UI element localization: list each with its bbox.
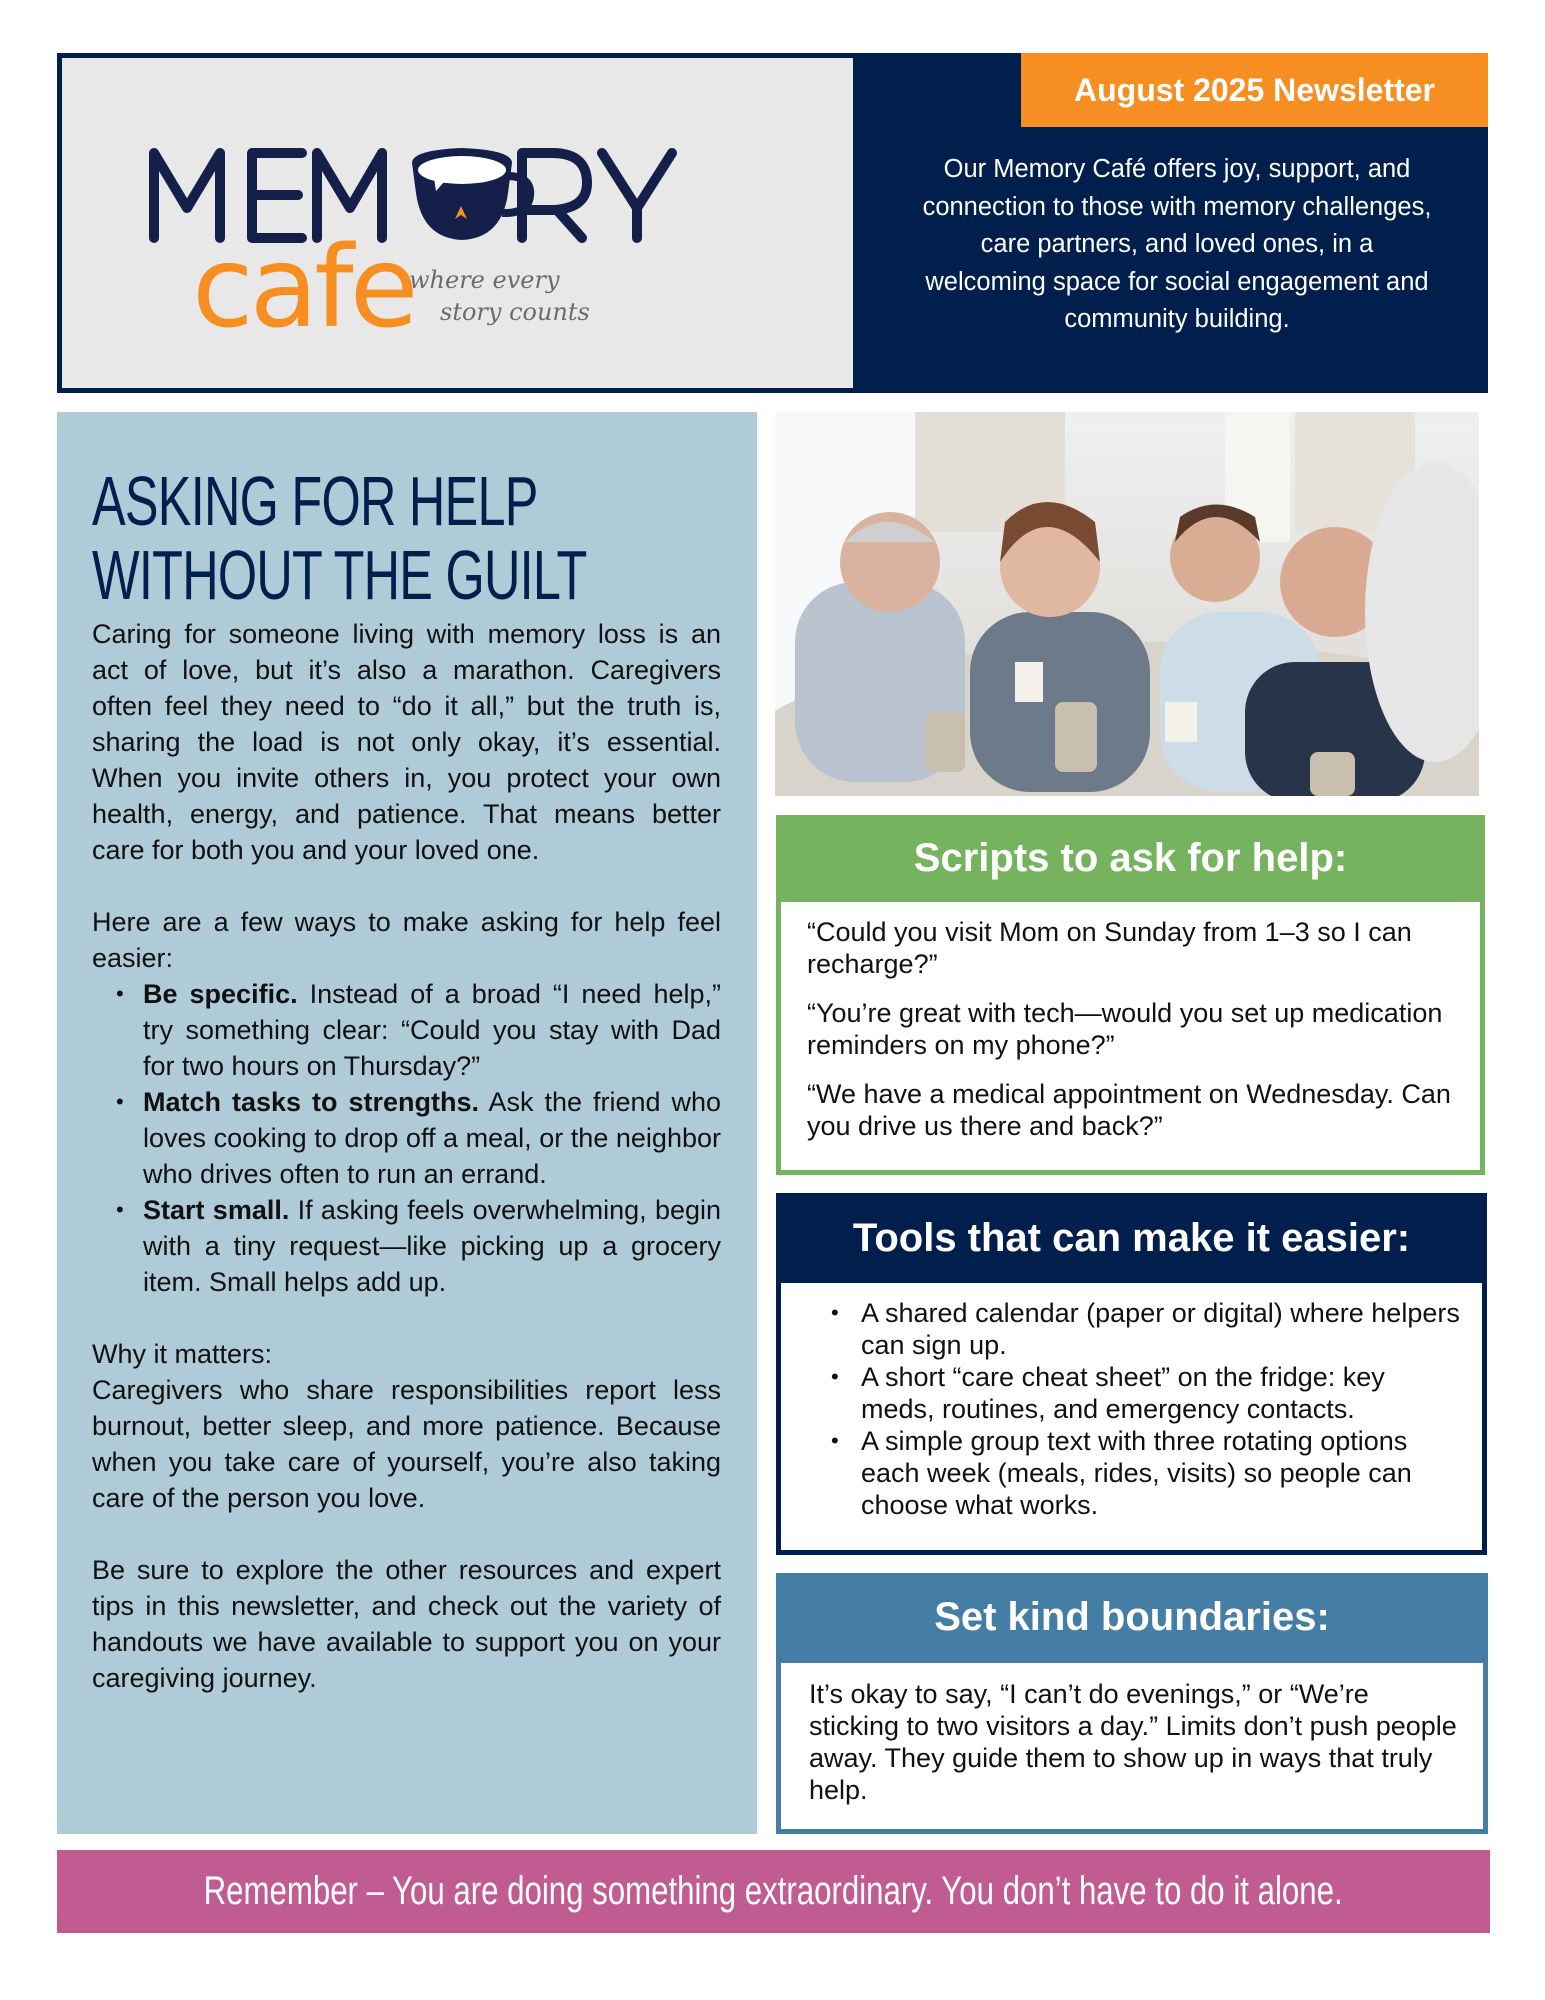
why-heading: Why it matters: bbox=[92, 1339, 273, 1369]
article-title: ASKING FOR HELP WITHOUT THE GUILT bbox=[92, 462, 587, 614]
script-item: “Could you visit Mom on Sunday from 1–3 so I can recharge?” bbox=[807, 917, 1412, 979]
tip-item bbox=[143, 976, 721, 1084]
logo-panel bbox=[62, 58, 853, 388]
footer-banner bbox=[57, 1850, 1490, 1933]
tip-text: Ask the friend who loves cooking to drop off a meal, or the neighbor who drives often to run an errand. bbox=[143, 1087, 721, 1189]
tool-item: • A short “care cheat sheet” on the fridge: key meds, routines, and emergency contacts. bbox=[861, 1361, 1462, 1425]
tip-heading: Be specific. bbox=[143, 979, 298, 1009]
scripts-box-body bbox=[781, 902, 1480, 1142]
edition-badge: August 2025 Newsletter bbox=[1021, 53, 1488, 127]
article-intro: Caring for someone living with memory loss is an act of love, but it’s also a marathon. Caregivers often feel they need to “do it all,” but the truth is, sharing the load is not only okay, it’s essential. When you invite others in, you protect your own health, energy, and patience. That means better care for both you and your loved one. bbox=[92, 619, 721, 865]
why-text: Caregivers who share responsibilities report less burnout, better sleep, and more patience. Because when you take care of yourself, you’re also taking care of the person you love. bbox=[92, 1375, 721, 1513]
tip-item bbox=[143, 1192, 721, 1300]
tip-text: If asking feels overwhelming, begin with a tiny request—like picking up a grocery item. Small helps add up. bbox=[143, 1195, 722, 1297]
boundaries-box-title: Set kind boundaries: bbox=[781, 1578, 1483, 1663]
scripts-box-title: Scripts to ask for help: bbox=[781, 820, 1480, 902]
logo-tagline-line1: where every bbox=[409, 266, 560, 294]
tools-box-title: Tools that can make it easier: bbox=[781, 1198, 1482, 1283]
logo-tagline-line2: story counts bbox=[440, 298, 590, 326]
scripts-box bbox=[776, 815, 1485, 1175]
tip-heading: Start small. bbox=[143, 1195, 290, 1225]
cafe-group-photo bbox=[775, 412, 1479, 796]
ways-lead: Here are a few ways to make asking for help feel easier: bbox=[92, 907, 721, 973]
intro-text: Our Memory Café offers joy, support, and connection to those with memory challenges, care partners, and loved ones, in a welcoming space for social engagement and community building. bbox=[922, 155, 1432, 333]
tip-item bbox=[143, 1084, 721, 1192]
tools-list bbox=[801, 1297, 1462, 1521]
logo-letter-y bbox=[602, 153, 672, 238]
photo-illustration bbox=[775, 412, 1479, 796]
script-item: “We have a medical appointment on Wednesday. Can you drive us there and back?” bbox=[807, 1079, 1451, 1141]
logo-word-cafe: cafe bbox=[192, 223, 415, 353]
tools-box-body bbox=[781, 1283, 1482, 1521]
article-body bbox=[92, 616, 721, 1696]
boundaries-text: It’s okay to say, “I can’t do evenings,” or “We’re sticking to two visitors a day.” Limits don’t push people away. They guide them to show up in ways that truly help. bbox=[809, 1679, 1457, 1805]
tool-item: • A simple group text with three rotating options each week (meals, rides, visits) so people can choose what works. bbox=[861, 1425, 1462, 1521]
memory-cafe-logo bbox=[62, 58, 853, 388]
tip-text: Instead of a broad “I need help,” try something clear: “Could you stay with Dad for two hours on Thursday?” bbox=[143, 979, 721, 1081]
footer-text: Remember – You are doing something extraordinary. You don’t have to do it alone. bbox=[204, 1869, 1343, 1913]
coffee-cup-speech-bubble-icon bbox=[412, 148, 530, 240]
tools-box bbox=[776, 1193, 1487, 1555]
boundaries-box bbox=[776, 1573, 1488, 1834]
tool-item: • A shared calendar (paper or digital) where helpers can sign up. bbox=[861, 1297, 1462, 1361]
script-item: “You’re great with tech—would you set up medication reminders on my phone?” bbox=[807, 998, 1443, 1060]
tip-heading: Match tasks to strengths. bbox=[143, 1087, 479, 1117]
tips-list bbox=[92, 976, 721, 1300]
closing-text: Be sure to explore the other resources and expert tips in this newsletter, and check out the variety of handouts we have available to support you on your caregiving journey. bbox=[92, 1555, 721, 1693]
main-article bbox=[57, 412, 757, 1834]
newsletter-header bbox=[57, 53, 1488, 393]
